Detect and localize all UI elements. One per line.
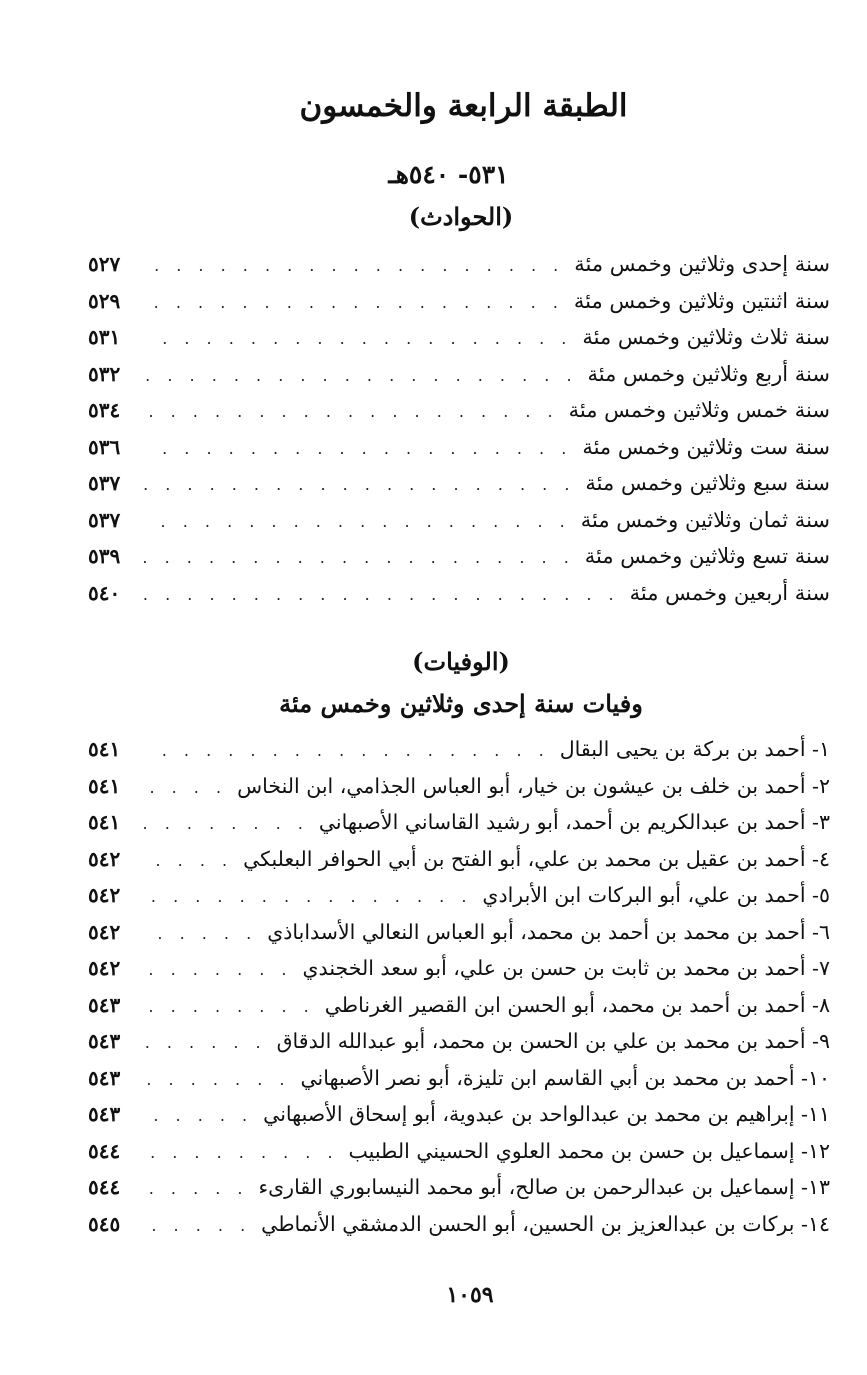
- entry-page: ٥٤٤: [88, 1138, 121, 1163]
- entry-page: ٥٤٣: [88, 1102, 121, 1126]
- dot-leader: [144, 394, 559, 430]
- list-item: [88, 768, 830, 805]
- entry-page: ٥٤١: [88, 810, 121, 834]
- list-item: [88, 319, 830, 356]
- dot-leader: [144, 952, 293, 988]
- entry-text: سنة اثنتين وثلاثين وخمس مئة: [573, 288, 830, 313]
- list-item: [88, 950, 830, 987]
- entry-page: ٥٤٤: [88, 1175, 121, 1199]
- entry-text: ٣- أحمد بن عبدالكريم بن أحمد، أبو رشيد القاساني الأصبهاني: [318, 810, 830, 834]
- entry-page: ٥٤١: [88, 737, 121, 761]
- dot-leader: [144, 989, 315, 1025]
- dot-leader: [144, 285, 564, 321]
- entry-page: ٥٤٢: [88, 956, 121, 980]
- entry-text: سنة تسع وثلاثين وخمس مئة: [584, 544, 830, 568]
- list-item: [88, 356, 830, 393]
- entry-text: ٦- أحمد بن محمد بن أحمد بن محمد، أبو العباس النعالي الأسداباذي: [267, 919, 830, 944]
- entry-page: ٥٤٢: [88, 919, 121, 944]
- entry-page: ٥٣٧: [88, 471, 121, 495]
- entry-text: ١٤- بركات بن عبدالعزيز بن الحسين، أبو الحسن الدمشقي الأنماطي: [261, 1211, 830, 1236]
- entry-page: ٥٢٧: [88, 252, 121, 276]
- entry-page: ٥٢٩: [88, 288, 121, 313]
- dot-leader: [144, 879, 472, 915]
- entry-text: ١- أحمد بن بركة بن يحيى البقال: [559, 737, 830, 761]
- list-item: [88, 1206, 830, 1243]
- events-list: [88, 246, 830, 611]
- entry-text: ١٢- إسماعيل بن حسن بن محمد العلوي الحسيني الطبيب: [348, 1138, 830, 1163]
- dot-leader: [144, 733, 550, 769]
- entry-text: سنة إحدى وثلاثين وخمس مئة: [574, 252, 830, 276]
- list-item: [88, 1169, 830, 1206]
- list-item: [88, 429, 830, 466]
- year-range: ٥٣١- ٥٤٠هـ: [388, 160, 509, 189]
- list-item: [88, 1023, 830, 1060]
- list-item: [88, 914, 830, 951]
- entry-text: ٨- أحمد بن أحمد بن محمد، أبو الحسن ابن القصير الغرناطي: [324, 992, 830, 1017]
- dot-leader: [144, 1098, 253, 1134]
- entry-text: سنة أربع وثلاثين وخمس مئة: [587, 361, 830, 386]
- entry-page: ٥٤٥: [88, 1211, 121, 1236]
- list-item: [88, 804, 830, 841]
- entry-text: سنة ست وثلاثين وخمس مئة: [582, 434, 830, 459]
- deaths-heading: (الوفيات): [412, 647, 510, 676]
- list-item: [88, 246, 830, 283]
- list-item: [88, 1096, 830, 1133]
- list-item: [88, 1133, 830, 1170]
- entry-page: ٥٤٣: [88, 1029, 121, 1053]
- entry-page: ٥٣٧: [88, 507, 121, 532]
- entry-text: ٢- أحمد بن خلف بن عيشون بن خيار، أبو العباس الجذامي، ابن النخاس: [237, 773, 830, 798]
- dot-leader: [144, 504, 571, 540]
- entry-text: سنة سبع وثلاثين وخمس مئة: [585, 471, 830, 495]
- entry-text: ٧- أحمد بن محمد بن ثابت بن حسن بن علي، أبو سعد الخجندي: [302, 956, 830, 980]
- dot-leader: [144, 770, 227, 806]
- list-item: [88, 841, 830, 878]
- dot-leader: [144, 806, 309, 842]
- entry-text: سنة ثلاث وثلاثين وخمس مئة: [582, 325, 830, 349]
- list-item: [88, 731, 830, 768]
- entry-text: ١٠- أحمد بن محمد بن أبي القاسم ابن تليزة، أبو نصر الأصبهاني: [300, 1065, 830, 1090]
- dot-leader: [144, 321, 572, 357]
- page-number: ١٠٥٩: [446, 1282, 494, 1308]
- entry-page: ٥٤٣: [88, 992, 121, 1017]
- dot-leader: [144, 248, 564, 284]
- entry-text: ٩- أحمد بن محمد بن علي بن الحسن بن محمد، أبو عبدالله الدقاق: [276, 1029, 830, 1053]
- entry-text: ١١- إبراهيم بن محمد بن عبدالواحد بن عبدوية، أبو إسحاق الأصبهاني: [263, 1102, 830, 1126]
- dot-leader: [144, 1171, 249, 1207]
- dot-leader: [144, 358, 578, 394]
- dot-leader: [144, 540, 575, 576]
- list-item: [88, 1060, 830, 1097]
- entry-text: سنة خمس وثلاثين وخمس مئة: [568, 398, 830, 422]
- dot-leader: [144, 1208, 251, 1244]
- list-item: [88, 987, 830, 1024]
- dot-leader: [144, 577, 620, 613]
- entry-page: ٥٤٠: [88, 580, 121, 605]
- entry-text: ١٣- إسماعيل بن عبدالرحمن بن صالح، أبو محمد النيسابوري القارىء: [258, 1175, 830, 1199]
- entry-text: سنة ثمان وثلاثين وخمس مئة: [580, 507, 830, 532]
- entry-page: ٥٣٤: [88, 398, 121, 422]
- dot-leader: [144, 431, 572, 467]
- entry-page: ٥٤١: [88, 773, 121, 798]
- dot-leader: [144, 1062, 290, 1098]
- events-heading: (الحوادث): [408, 202, 514, 231]
- entry-text: ٤- أحمد بن عقيل بن محمد بن علي، أبو الفتح بن أبي الحوافر البعلبكي: [243, 846, 830, 871]
- entry-page: ٥٤٢: [88, 846, 121, 871]
- page-title: الطبقة الرابعة والخمسون: [299, 88, 628, 124]
- list-item: [88, 283, 830, 320]
- entry-page: ٥٣٦: [88, 434, 121, 459]
- list-item: [88, 392, 830, 429]
- dot-leader: [144, 916, 257, 952]
- entry-page: ٥٤٢: [88, 883, 121, 907]
- list-item: [88, 877, 830, 914]
- entry-text: سنة أربعين وخمس مئة: [629, 580, 830, 605]
- dot-leader: [144, 843, 233, 879]
- entry-page: ٥٣١: [88, 325, 121, 349]
- deaths-list: [88, 731, 830, 1242]
- list-item: [88, 502, 830, 539]
- entry-page: ٥٣٩: [88, 544, 121, 568]
- dot-leader: [144, 467, 575, 503]
- list-item: [88, 538, 830, 575]
- list-item: [88, 465, 830, 502]
- deaths-subheading: وفيات سنة إحدى وثلاثين وخمس مئة: [279, 689, 643, 718]
- list-item: [88, 575, 830, 612]
- dot-leader: [144, 1135, 339, 1171]
- entry-text: ٥- أحمد بن علي، أبو البركات ابن الأبرادي: [482, 883, 830, 907]
- entry-page: ٥٣٢: [88, 361, 121, 386]
- entry-page: ٥٤٣: [88, 1065, 121, 1090]
- dot-leader: [144, 1025, 267, 1061]
